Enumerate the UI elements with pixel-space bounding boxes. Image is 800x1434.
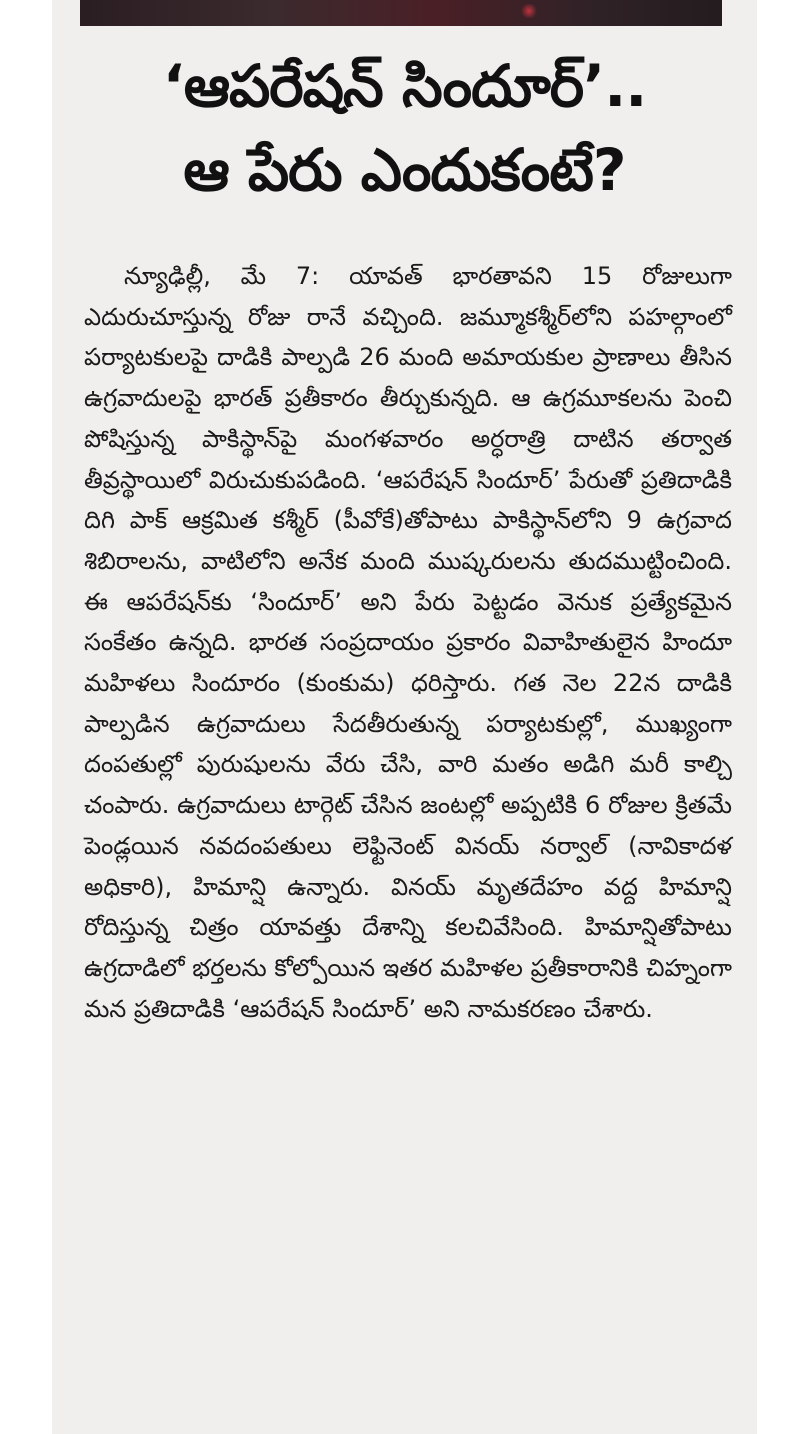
- cropped-photo: [80, 0, 722, 26]
- headline: [72, 44, 737, 212]
- photo-highlight: [520, 4, 538, 18]
- newspaper-clipping: [52, 0, 757, 1434]
- headline-line-1: ‘ఆపరేషన్ సిందూర్’..: [162, 52, 647, 120]
- article-body: న్యూఢిల్లీ, మే 7: యావత్ భారతావని 15 రోజులుగా ఎదురుచూస్తున్న రోజు రానే వచ్చింది. జమ్మూకశ్మీర్‌లోని పహల్గాంలో పర్యాటకులపై దాడికి పాల్పడి 26 మంది అమాయకుల ప్రాణాలు తీసిన ఉగ్రవాదులపై భారత్ ప్రతీకారం తీర్చుకున్నది. ఆ ఉగ్రమూకలను పెంచి పోషిస్తున్న పాకిస్థాన్‌పై మంగళవారం అర్ధరాత్రి దాటిన తర్వాత తీవ్రస్థాయిలో విరుచుకుపడింది. ‘ఆపరేషన్ సిందూర్’ పేరుతో ప్రతిదాడికి దిగి పాక్ ఆక్రమిత కశ్మీర్ (పీవోకే)తోపాటు పాకిస్థాన్‌లోని 9 ఉగ్రవాద శిబిరాలను, వాటిలోని అనేక మంది ముష్కరులను తుదముట్టించింది. ఈ ఆపరేషన్‌కు ‘సిందూర్’ అని పేరు పెట్టడం వెనుక ప్రత్యేకమైన సంకేతం ఉన్నది. భారత సంప్రదాయం ప్రకారం వివాహితులైన హిందూ మహిళలు సిందూరం (కుంకుమ) ధరిస్తారు. గత నెల 22న దాడికి పాల్పడిన ఉగ్రవాదులు సేదతీరుతున్న పర్యాటకుల్లో, ముఖ్యంగా దంపతుల్లో పురుషులను వేరు చేసి, వారి మతం అడిగి మరీ కాల్చి చంపారు. ఉగ్రవాదులు టార్గెట్ చేసిన జంటల్లో అప్పటికి 6 రోజుల క్రితమే పెండ్లయిన నవదంపతులు లెఫ్టినెంట్ వినయ్ నర్వాల్ (నావికాదళ అధికారి), హిమాన్షి ఉన్నారు. వినయ్ మృతదేహం వద్ద హిమాన్షి రోదిస్తున్న చిత్రం యావత్తు దేశాన్ని కలచివేసింది. హిమాన్షితోపాటు ఉగ్రదాడిలో భర్తలను కోల్పోయిన ఇతర మహిళల ప్రతీకారానికి చిహ్నంగా మన ప్రతిదాడికి ‘ఆపరేషన్ సిందూర్’ అని నామకరణం చేశారు.: [84, 262, 732, 1023]
- headline-line-2: ఆ పేరు ఎందుకంటే?: [183, 136, 626, 204]
